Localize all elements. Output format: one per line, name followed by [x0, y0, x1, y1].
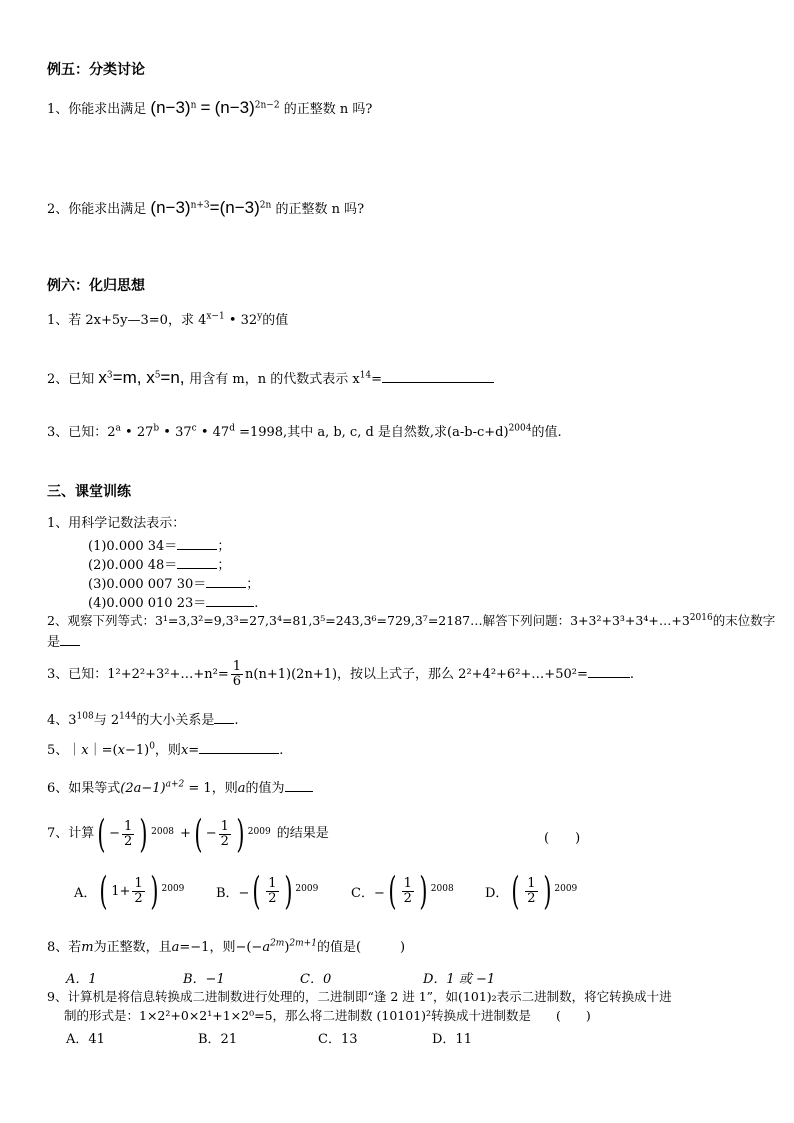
ex5-q1-prefix: 1、你能求出满足 — [47, 102, 147, 117]
ex6-q2-e14: 14 — [359, 370, 372, 381]
sec3-q4-b: 与 2 — [93, 713, 120, 728]
sec3-q3-den: 6 — [232, 674, 242, 689]
ex6-q3-c: • 37 — [159, 425, 192, 440]
sec3-q6-blank[interactable] — [285, 779, 313, 792]
left-paren-icon: ( — [388, 869, 397, 913]
sec3-q5-e-eq: = — [188, 743, 200, 758]
ex6-q2-blank[interactable] — [382, 370, 494, 383]
sec3-q5 — [47, 741, 283, 759]
sec3-q1-item-3-text: (3)0.000 007 30＝ — [88, 577, 207, 592]
ex6-q3-a: 3、已知：2 — [47, 425, 116, 440]
sec3-q8 — [47, 940, 405, 956]
sec3-q7-option-d[interactable] — [485, 869, 578, 913]
sec3-q3-fraction — [231, 660, 243, 689]
sec3-q7-option-a-exp: 2009 — [161, 884, 185, 894]
ex5-q2-eq: = — [209, 198, 220, 217]
right-paren-icon: ) — [139, 812, 148, 856]
sec3-q5-b: ｜=( — [88, 743, 118, 758]
sec3-q5-c: −1) — [124, 743, 150, 758]
sec3-q8-c: =−1，则−(− — [179, 940, 263, 955]
sec3-q2-line2-text: 是 — [47, 635, 61, 650]
sec3-q8-option-d[interactable]: D．1 或 −1 — [423, 972, 496, 987]
sec3-q7-option-b-exp: 2009 — [295, 884, 319, 894]
sec3-q7-frac1-num: 1 — [124, 818, 133, 834]
sec3-q7-option-c-den: 2 — [403, 890, 412, 906]
sec3-q7-option-a-frac — [132, 877, 144, 906]
sec3-q4-a: 4、3 — [47, 713, 77, 728]
sec3-q8-e2m: 2m — [270, 938, 285, 949]
sec3-q1: 1、用科学记数法表示： — [47, 516, 186, 531]
sec3-q1-item-3 — [88, 575, 259, 593]
sec3-q3-num: 1 — [232, 659, 242, 674]
sec3-q3 — [47, 660, 634, 689]
ex6-q3-e: =1998,其中 a, b, c, d 是自然数,求(a-b-c+d) — [234, 425, 509, 440]
ex6-q2-x3: x — [98, 368, 107, 387]
ex5-q1-rhs-exp: 2n−2 — [254, 100, 280, 111]
sec3-q6-a-var: a — [237, 781, 246, 796]
sec3-q7-option-a[interactable] — [74, 869, 185, 913]
sec3-q1-item-2-blank[interactable] — [177, 556, 217, 569]
sec3-q8-option-c[interactable]: C．0 — [300, 972, 332, 987]
sec3-q8-option-a[interactable]: A．1 — [66, 972, 97, 987]
sec3-q7-b: 的结果是 — [276, 826, 329, 842]
sec3-q1-item-1-tail: ； — [217, 539, 231, 554]
ex5-q2-rhs-exp: 2n — [259, 200, 272, 211]
left-paren-icon: ( — [511, 869, 520, 913]
sec3-q7-option-b-label: B．− — [216, 885, 250, 901]
sec3-q7-option-d-exp: 2009 — [554, 884, 578, 894]
ex5-q1-lhs: (n−3) — [150, 98, 191, 117]
sec3-q7-plus: + — [180, 826, 191, 842]
sec3-q9-line1: 9、计算机是将信息转换成二进制数进行处理的，二进制即“逢 2 进 1”，如(101)₂表示二进制数，将它转换成十进 — [47, 989, 672, 1004]
sec3-q7-option-b-num: 1 — [268, 875, 277, 891]
sec3-q7-option-d-num: 1 — [527, 875, 536, 891]
ex6-q1-e1: x−1 — [206, 311, 225, 322]
ex6-q3-ed: d — [229, 423, 235, 434]
sec3-q3-b: n(n+1)(2n+1)，按以上式子，那么 2²+4²+6²+…+50²= — [245, 667, 588, 682]
sec3-q1-item-2 — [88, 556, 230, 574]
sec3-q1-item-3-blank[interactable] — [206, 575, 246, 588]
sec3-q4-c: 的大小关系是 — [136, 713, 215, 728]
sec3-q3-blank[interactable] — [588, 665, 630, 678]
sec3-q3-a: 3、已知：1²+2²+3²+…+n²= — [47, 667, 229, 682]
ex6-q2-a: 2、已知 — [47, 372, 99, 387]
ex5-q2-lhs-exp: n+3 — [190, 200, 210, 211]
sec3-q1-item-4-text: (4)0.000 010 23＝ — [88, 596, 207, 611]
sec3-q7-option-c-frac — [402, 877, 414, 906]
sec3-q5-x3: x — [180, 743, 189, 758]
ex6-q1-b: • 32 — [224, 313, 258, 328]
ex6-q1 — [47, 313, 288, 329]
sec3-q7-a: 7、计算 — [47, 826, 95, 842]
sec3-q7-option-c[interactable] — [351, 869, 454, 913]
sec3-q7-frac1 — [122, 820, 134, 849]
sec3-q4-e2: 144 — [119, 711, 137, 722]
sec3-q1-item-4-blank[interactable] — [206, 594, 254, 607]
sec3-q1-item-1-blank[interactable] — [177, 537, 217, 550]
ex6-q3-f: 的值. — [531, 425, 562, 440]
ex6-q3-b: • 27 — [120, 425, 154, 440]
right-paren-icon: ) — [283, 869, 293, 913]
sec3-q8-a: 8、若 — [47, 940, 82, 955]
ex6-q3-ea: a — [115, 423, 121, 434]
sec3-q7-option-a-den: 2 — [134, 890, 143, 906]
sec3-q8-a-var: a — [171, 940, 180, 955]
sec3-q8-d: ) — [284, 940, 290, 955]
sec3-q5-d: ，则 — [154, 743, 181, 758]
ex6-q2-e3: 3 — [106, 370, 113, 381]
ex5-q2-prefix: 2、你能求出满足 — [47, 202, 147, 217]
ex6-q3-e2004: 2004 — [508, 423, 532, 434]
ex5-q1-suffix: 的正整数 n 吗? — [283, 102, 373, 117]
sec3-q6 — [47, 779, 313, 797]
right-paren-icon: ) — [150, 869, 159, 913]
sec3-q9-option-a[interactable]: A．41 — [66, 1032, 105, 1047]
sec3-q2-text: ¹=3,3²=9,3³=27,3⁴=81,3⁵=243,3⁶=729,3⁷=2187…解答下列问题：3+3²+3³+3⁴+…+3 — [162, 613, 690, 628]
ex6-q3-d: • 47 — [196, 425, 230, 440]
left-paren-icon: ( — [97, 812, 106, 856]
ex6-q1-e2: y — [257, 311, 263, 322]
ex6-q3-ec: c — [191, 423, 197, 434]
ex6-q3 — [47, 425, 562, 441]
sec3-q8-e-text: 的值是( ) — [316, 940, 406, 955]
sec3-q7-option-a-label: A． — [74, 885, 97, 901]
sec3-q2 — [47, 613, 775, 628]
sec3-q5-x: x — [81, 743, 89, 758]
sec3-q6-c: 的值为 — [245, 781, 285, 796]
sec3-q7-option-a-num: 1 — [134, 875, 143, 891]
sec3-q8-e: 2m+1 — [289, 938, 317, 949]
ex5-title: 例五：分类讨论 — [47, 62, 145, 78]
sec3-q2-tail: 的末位数字 — [712, 613, 776, 628]
ex6-q1-c: 的值 — [262, 313, 289, 328]
ex6-q2-rest: 用含有 m，n 的代数式表示 x — [189, 372, 360, 387]
sec3-q8-b: 为正整数，且 — [93, 940, 172, 955]
sec3-q7-exp1: 2008 — [151, 826, 175, 837]
ex5-q1-rhs: (n−3) — [214, 98, 255, 117]
sec3-q9-option-d[interactable]: D．11 — [432, 1032, 472, 1047]
sec3-q7-option-b[interactable] — [216, 869, 319, 913]
right-paren-icon: ) — [542, 869, 552, 913]
sec3-q2-exp: 2016 — [689, 612, 713, 623]
sec3-q1-item-4-tail: . — [254, 596, 259, 611]
left-paren-icon: ( — [252, 869, 261, 913]
sec3-q6-eq: = 1 — [184, 781, 212, 796]
sec3-q6-b: ，则 — [211, 781, 238, 796]
ex6-q1-a: 1、若 2x+5y—3=0，求 4 — [47, 313, 207, 328]
sec3-q7-option-c-exp: 2008 — [430, 884, 454, 894]
sec3-q5-tail: . — [279, 743, 284, 758]
sec3-q7-option-c-num: 1 — [403, 875, 412, 891]
sec3-q7-answer-paren: ( ) — [544, 831, 581, 846]
ex6-q2-n: =n, — [160, 368, 190, 387]
sec3-q6-a: 6、如果等式 — [47, 781, 121, 796]
sec3-q6-expr: (2a−1) — [120, 781, 166, 796]
sec3-q4-blank[interactable] — [214, 711, 234, 724]
ex6-title: 例六：化归思想 — [47, 278, 145, 294]
sec3-q7-option-b-frac — [266, 877, 278, 906]
sec3-q1-item-2-tail: ； — [217, 558, 231, 573]
sec3-q7-frac1-den: 2 — [124, 833, 133, 849]
sec3-q5-blank[interactable] — [199, 741, 279, 754]
ex5-q1-lhs-exp: n — [190, 100, 197, 111]
sec3-q4 — [47, 711, 238, 729]
sec3-q5-x2: x — [117, 743, 125, 758]
sec3-q7-option-c-label: C．− — [351, 885, 385, 901]
sec3-q7 — [47, 812, 329, 856]
sec3-q7-frac2-num: 1 — [220, 818, 229, 834]
ex5-q2 — [47, 198, 364, 218]
sec3-q5-a: 5、｜ — [47, 743, 82, 758]
sec3-q4-e1: 108 — [76, 711, 94, 722]
sec3-q4-tail: . — [234, 713, 239, 728]
ex5-q1 — [47, 98, 372, 118]
sec3-q7-expr — [47, 812, 329, 856]
sec3-q5-e: 0 — [149, 741, 155, 752]
sec3-q7-option-d-label: D． — [485, 885, 509, 901]
ex5-q2-rhs: (n−3) — [219, 198, 260, 217]
sec3-q7-option-d-den: 2 — [527, 890, 536, 906]
sec3-q9-option-c[interactable]: C．13 — [318, 1032, 358, 1047]
sec3-q1-item-1-text: (1)0.000 34＝ — [88, 539, 178, 554]
sec3-title: 三、课堂训练 — [47, 484, 131, 500]
sec3-q8-m: m — [81, 940, 94, 955]
sec3-q7-option-d-frac — [525, 877, 537, 906]
ex6-q2 — [47, 368, 494, 388]
sec3-q7-exp2: 2009 — [247, 826, 271, 837]
sec3-q7-minus2: − — [205, 826, 217, 842]
sec3-q1-item-1 — [88, 537, 230, 555]
sec3-q1-item-4 — [88, 594, 258, 612]
sec3-q3-tail: . — [629, 667, 634, 682]
sec3-q7-option-b-den: 2 — [268, 890, 277, 906]
sec3-q2-a: 2、观察下列等式：3 — [47, 613, 163, 628]
sec3-q2-blank[interactable] — [60, 633, 80, 646]
sec3-q1-item-3-tail: ； — [246, 577, 260, 592]
ex6-q3-eb: b — [153, 423, 160, 434]
sec3-q9-line2: 制的形式是：1×2²+0×2¹+1×2⁰=5，那么将二进制数 (10101)²转换成十进制数是 ( ) — [64, 1008, 591, 1023]
ex6-q2-x5: x — [146, 368, 155, 387]
sec3-q2-line2 — [47, 633, 80, 651]
sec3-q9-option-b[interactable]: B．21 — [198, 1032, 238, 1047]
ex5-q2-lhs: (n−3) — [150, 198, 191, 217]
sec3-q6-exp: a+2 — [165, 779, 185, 790]
ex5-q2-suffix: 的正整数 n 吗? — [275, 202, 365, 217]
right-paren-icon: ) — [236, 812, 245, 856]
left-paren-icon: ( — [194, 812, 203, 856]
sec3-q7-option-a-one: 1+ — [111, 883, 131, 899]
sec3-q8-a2: a — [262, 940, 271, 955]
sec3-q7-frac2-den: 2 — [220, 833, 229, 849]
sec3-q7-minus1: − — [109, 826, 121, 842]
sec3-q8-option-b[interactable]: B．−1 — [183, 972, 225, 987]
sec3-q1-item-2-text: (2)0.000 48＝ — [88, 558, 178, 573]
right-paren-icon: ) — [419, 869, 428, 913]
ex6-q2-eq: = — [371, 372, 383, 387]
ex6-q2-m: =m, — [112, 368, 147, 387]
ex6-q2-e5: 5 — [154, 370, 161, 381]
sec3-q7-frac2 — [219, 820, 231, 849]
ex5-q1-eq: = — [200, 98, 211, 117]
left-paren-icon: ( — [99, 869, 108, 913]
